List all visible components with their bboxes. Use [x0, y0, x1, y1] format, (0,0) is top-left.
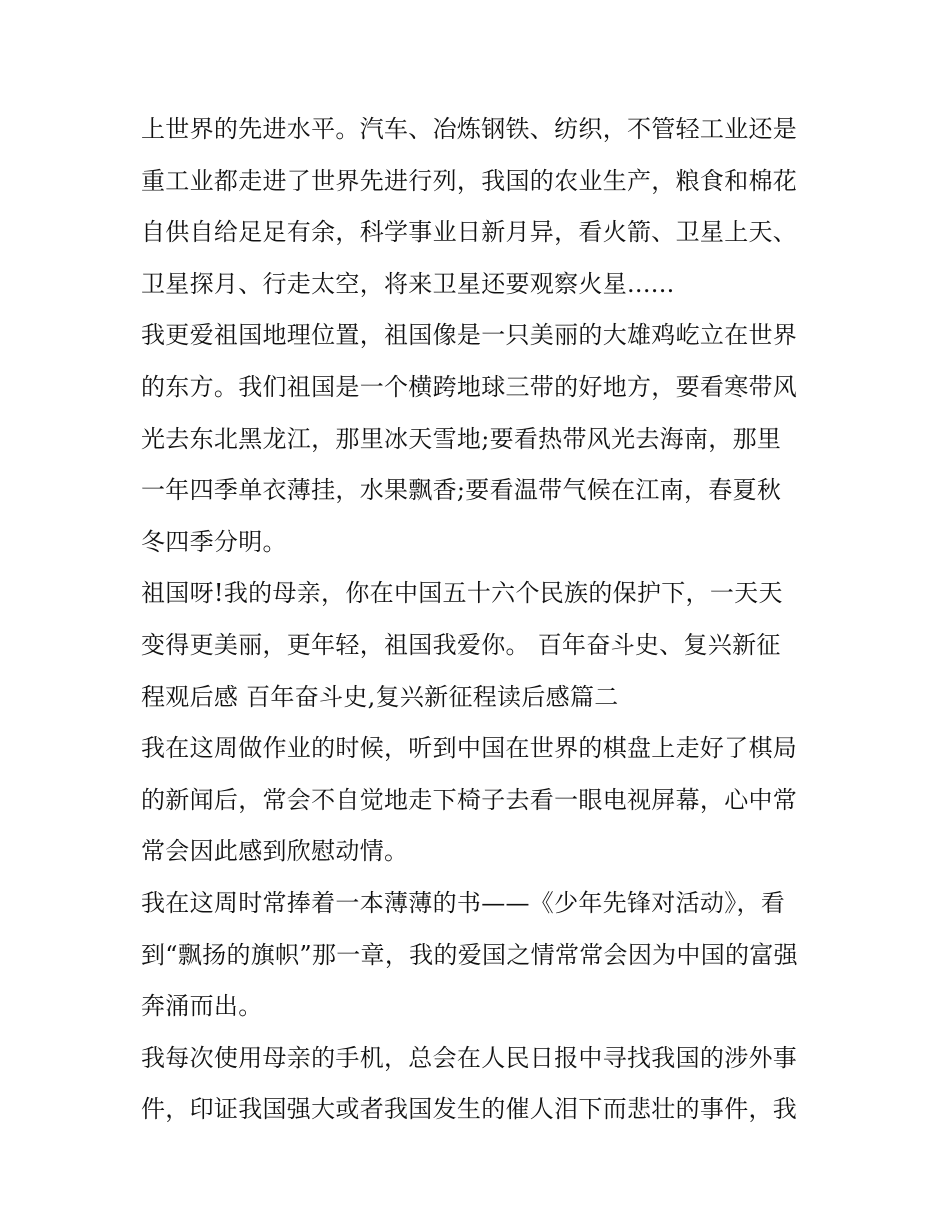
text-line: 的新闻后，常会不自觉地走下椅子去看一眼电视屏幕，心中常 [141, 785, 798, 814]
text-line: 我更爱祖国地理位置，祖国像是一只美丽的大雄鸡屹立在世界 [141, 321, 798, 350]
text-line: 常会因此感到欣慰动情。 [141, 837, 409, 866]
text-line: 到“飘扬的旗帜”那一章，我的爱国之情常常会因为中国的富强 [141, 940, 798, 969]
text-line: 我在这周时常捧着一本薄薄的书——《少年先锋对活动》，看 [141, 888, 786, 917]
document-body [141, 104, 821, 1136]
text-line: 程观后感 百年奋斗史,复兴新征程读后感篇二 [141, 682, 619, 711]
text-line: 我在这周做作业的时候，听到中国在世界的棋盘上走好了棋局 [141, 734, 798, 763]
text-line: 件，印证我国强大或者我国发生的催人泪下而悲壮的事件，我 [141, 1095, 798, 1124]
text-line: 冬四季分明。 [141, 527, 287, 556]
text-line: 我每次使用母亲的手机，总会在人民日报中寻找我国的涉外事 [141, 1043, 798, 1072]
text-line: 自供自给足足有余，科学事业日新月异，看火箭、卫星上天、 [141, 218, 798, 247]
text-line: 祖国呀!我的母亲，你在中国五十六个民族的保护下，一天天 [141, 579, 783, 608]
text-line: 奔涌而出。 [141, 992, 263, 1021]
text-line: 变得更美丽，更年轻，祖国我爱你。 百年奋斗史、复兴新征 [141, 630, 781, 659]
text-line: 一年四季单衣薄挂，水果飘香;要看温带气候在江南，春夏秋 [141, 476, 782, 505]
text-line: 上世界的先进水平。汽车、冶炼钢铁、纺织，不管轻工业还是 [141, 115, 798, 143]
text-line: 重工业都走进了世界先进行列，我国的农业生产，粮食和棉花 [141, 166, 798, 195]
text-line: 的东方。我们祖国是一个横跨地球三带的好地方，要看寒带风 [141, 372, 798, 401]
text-line: 卫星探月、行走太空，将来卫星还要观察火星...... [141, 269, 675, 298]
text-line: 光去东北黑龙江，那里冰天雪地;要看热带风光去海南，那里 [141, 424, 782, 453]
